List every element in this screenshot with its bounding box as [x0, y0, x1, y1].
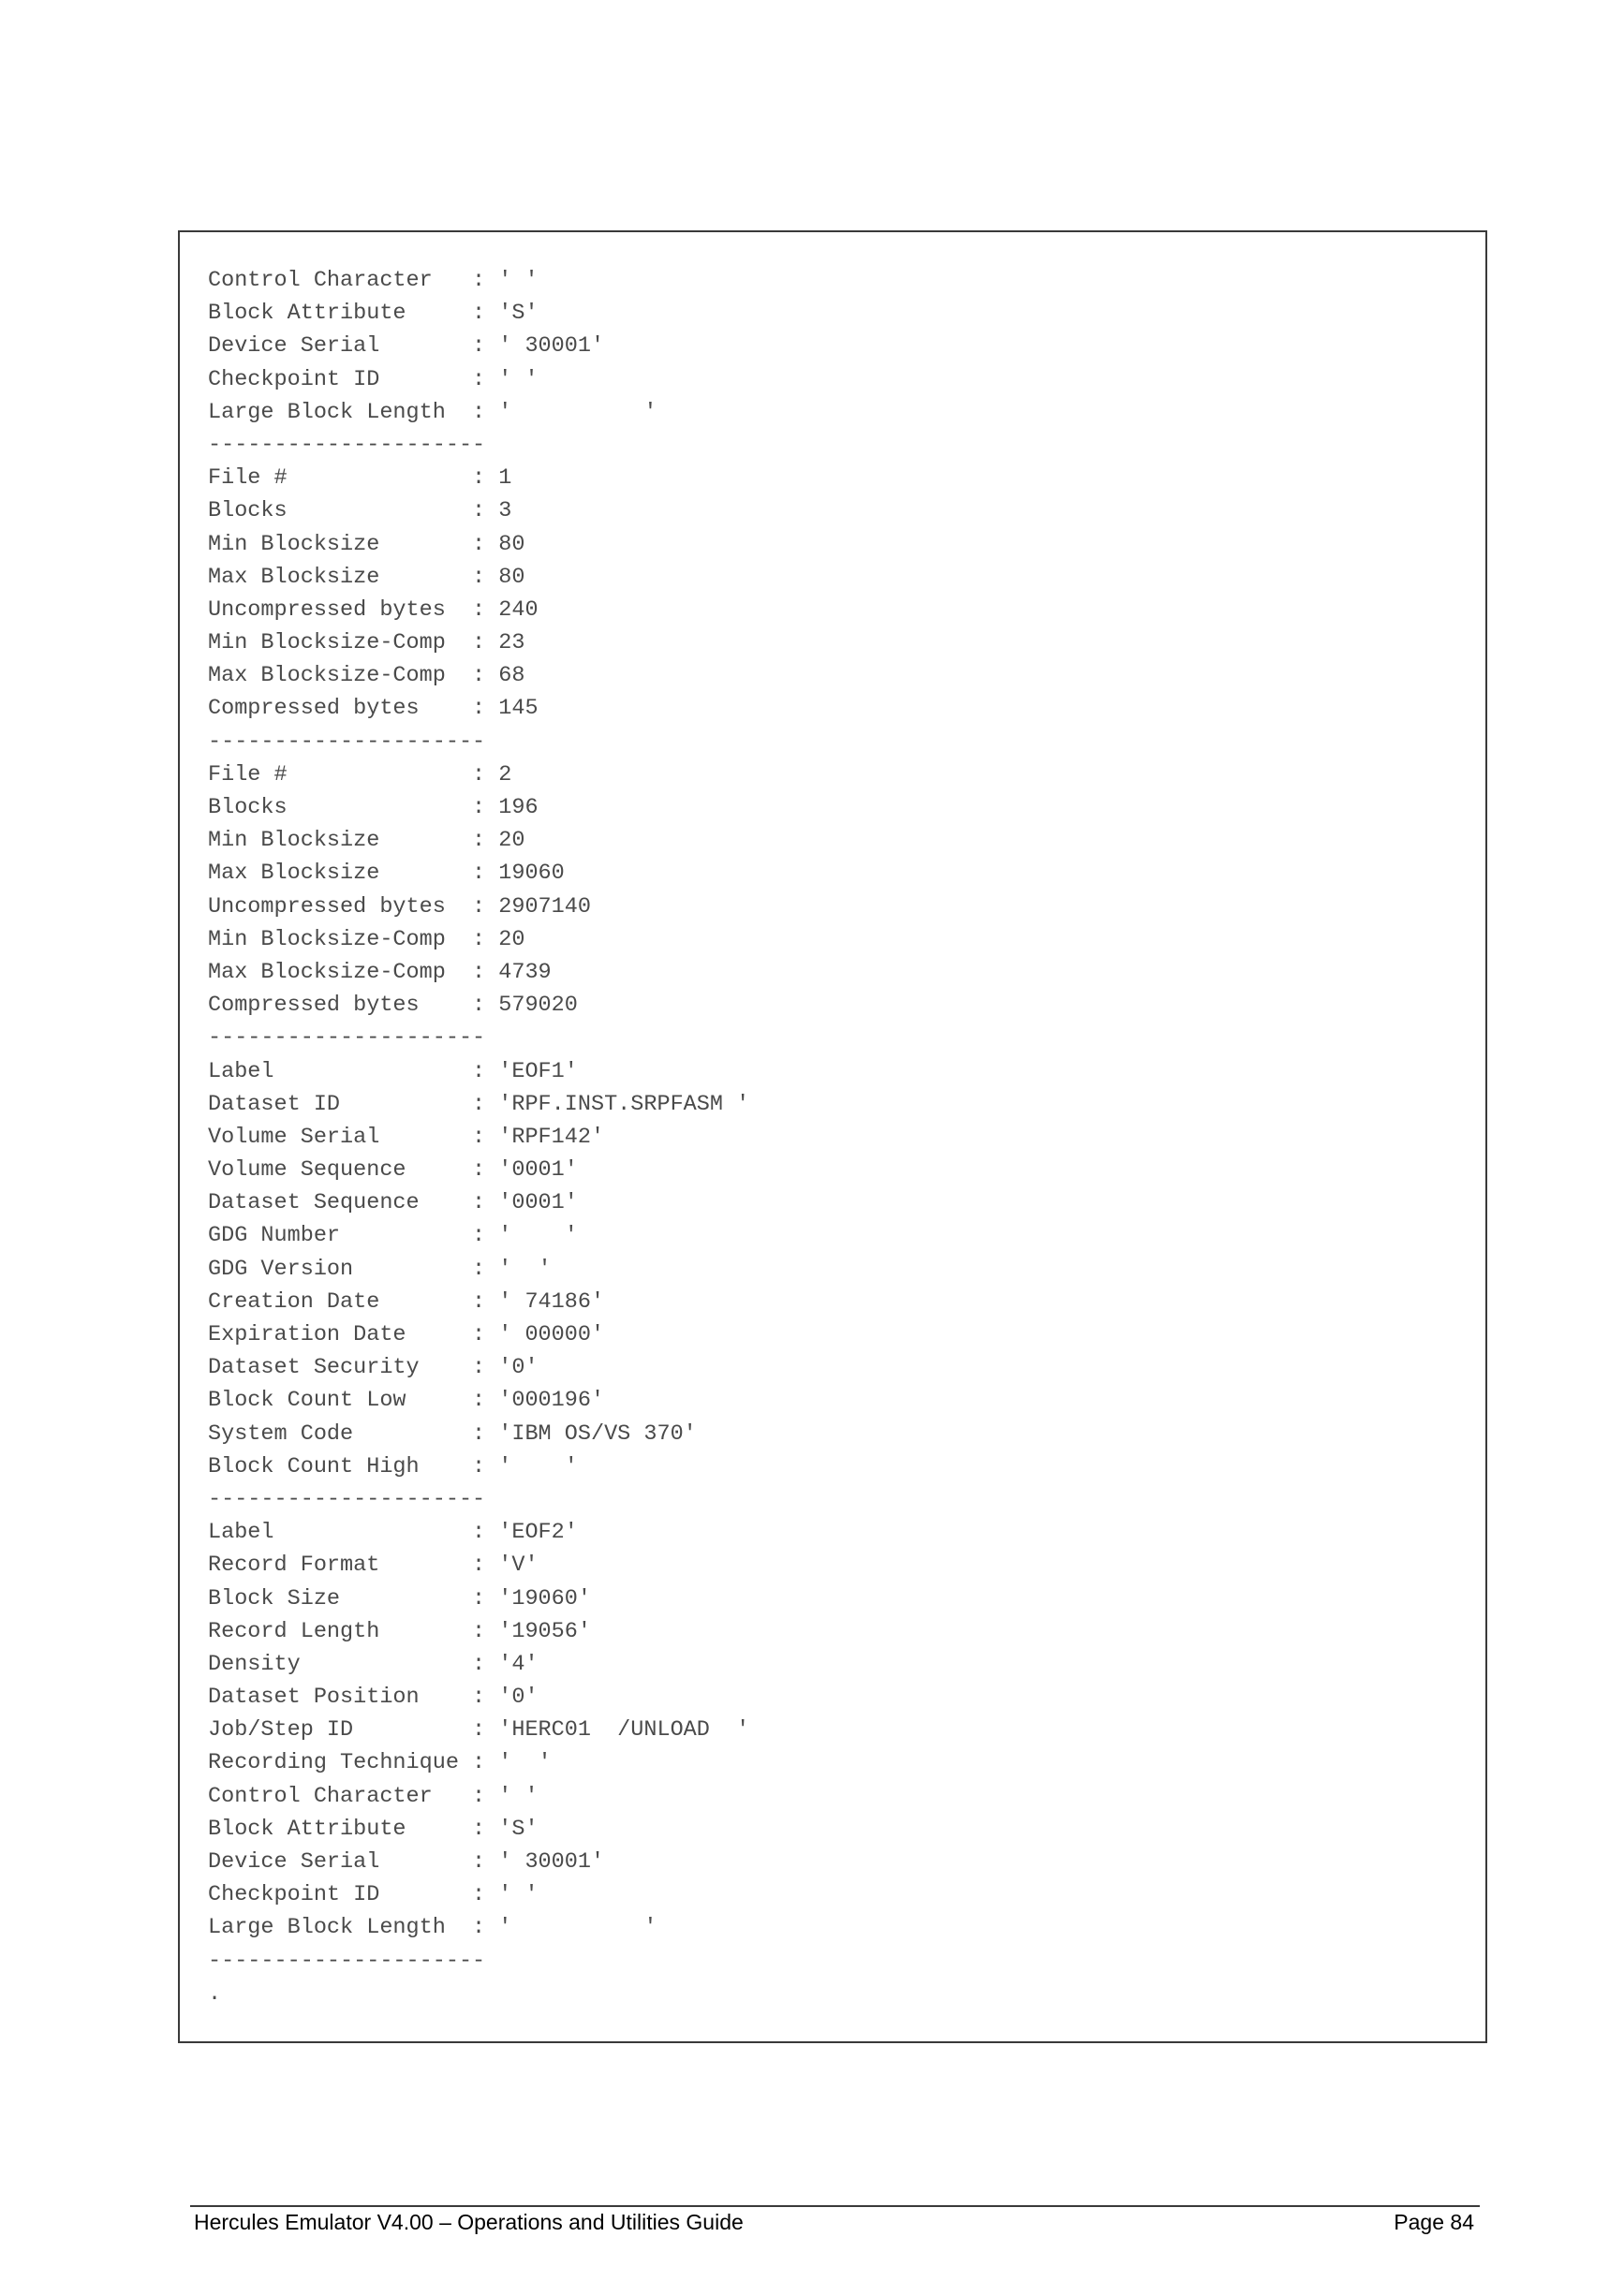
code-line: Dataset Sequence : '0001' — [208, 1190, 578, 1216]
code-line: Block Size : '19060' — [208, 1585, 591, 1612]
code-line: --------------------- — [208, 729, 486, 755]
code-line: Volume Sequence : '0001' — [208, 1157, 578, 1184]
code-line: Max Blocksize-Comp : 68 — [208, 663, 525, 689]
code-line: Record Format : 'V' — [208, 1553, 539, 1579]
code-line: Density : '4' — [208, 1651, 539, 1677]
code-line: --------------------- — [208, 432, 486, 458]
code-line: File # : 2 — [208, 761, 512, 787]
code-line: Dataset ID : 'RPF.INST.SRPFASM ' — [208, 1091, 750, 1117]
code-line: Checkpoint ID : ' ' — [208, 366, 539, 392]
code-line: --------------------- — [208, 1025, 486, 1052]
code-line: Record Length : '19056' — [208, 1618, 591, 1644]
code-line: Compressed bytes : 145 — [208, 696, 539, 722]
code-line: . — [208, 1980, 222, 2007]
code-line: Min Blocksize-Comp : 20 — [208, 926, 525, 952]
code-line: Large Block Length : ' ' — [208, 399, 657, 425]
code-line: Compressed bytes : 579020 — [208, 993, 578, 1019]
code-line: Dataset Security : '0' — [208, 1355, 539, 1381]
footer-page-number: Page 84 — [1394, 2210, 1474, 2234]
code-line: GDG Version : ' ' — [208, 1256, 552, 1282]
code-line: Control Character : ' ' — [208, 1783, 539, 1809]
code-line: Dataset Position : '0' — [208, 1685, 539, 1711]
code-line: Min Blocksize-Comp : 23 — [208, 630, 525, 656]
code-line: Volume Serial : 'RPF142' — [208, 1124, 605, 1150]
code-line: Blocks : 3 — [208, 498, 512, 524]
code-listing-box — [178, 230, 1487, 2043]
code-line: Creation Date : ' 74186' — [208, 1288, 605, 1315]
footer-document-title: Hercules Emulator V4.00 – Operations and Utilities Guide — [194, 2210, 744, 2234]
code-line: Label : 'EOF1' — [208, 1058, 578, 1084]
code-line: Recording Technique : ' ' — [208, 1750, 552, 1776]
code-line: --------------------- — [208, 1948, 486, 1974]
code-line: Expiration Date : ' 00000' — [208, 1322, 605, 1347]
code-line: Block Attribute : 'S' — [208, 1816, 539, 1842]
code-line: Min Blocksize : 20 — [208, 828, 525, 854]
code-line: Block Count High : ' ' — [208, 1453, 578, 1479]
code-line: File # : 1 — [208, 465, 512, 492]
code-line: System Code : 'IBM OS/VS 370' — [208, 1420, 697, 1447]
code-line: Min Blocksize : 80 — [208, 531, 525, 557]
code-line: Uncompressed bytes : 240 — [208, 596, 539, 623]
code-line: Device Serial : ' 30001' — [208, 1849, 605, 1875]
code-line: Job/Step ID : 'HERC01 /UNLOAD ' — [208, 1717, 750, 1744]
code-line: Checkpoint ID : ' ' — [208, 1882, 539, 1908]
code-line: GDG Number : ' ' — [208, 1223, 578, 1249]
code-line: Max Blocksize : 19060 — [208, 861, 565, 887]
code-line: Large Block Length : ' ' — [208, 1915, 657, 1941]
code-line: Block Attribute : 'S' — [208, 301, 539, 327]
code-line: Max Blocksize : 80 — [208, 564, 525, 590]
footer-divider — [190, 2205, 1480, 2207]
code-line: Block Count Low : '000196' — [208, 1388, 605, 1414]
code-line: Device Serial : ' 30001' — [208, 333, 605, 360]
code-listing — [208, 264, 749, 2010]
code-line: --------------------- — [208, 1486, 486, 1512]
code-line: Max Blocksize-Comp : 4739 — [208, 959, 552, 985]
code-line: Uncompressed bytes : 2907140 — [208, 893, 591, 920]
code-line: Label : 'EOF2' — [208, 1520, 578, 1546]
code-line: Blocks : 196 — [208, 795, 539, 820]
code-line: Control Character : ' ' — [208, 268, 539, 293]
